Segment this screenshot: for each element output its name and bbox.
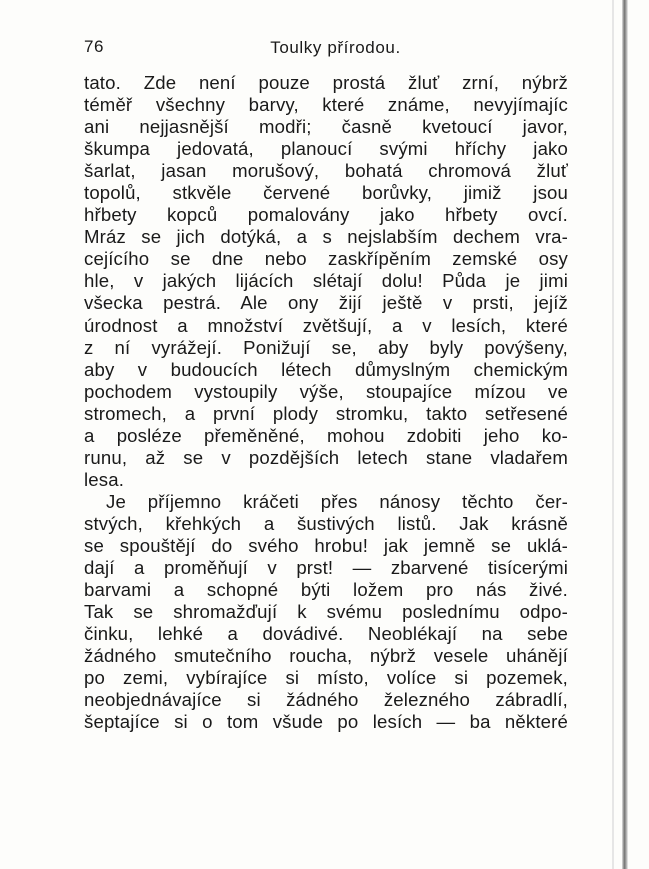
text-line: topolů, stkvěle červené borůvky, jimiž jsou xyxy=(84,182,568,204)
text-line: všecka pestrá. Ale ony žijí ještě v prsti, jejíž xyxy=(84,292,568,314)
text-line: téměř všechny barvy, které známe, nevyjímajíc xyxy=(84,94,568,116)
text-line: po zemi, vybírajíce si místo, volíce si pozemek, xyxy=(84,667,568,689)
text-line: se spouštějí do svého hrobu! jak jemně se uklá- xyxy=(84,534,568,556)
text-line: hle, v jakých lijácích slétají dolu! Půda je jimi xyxy=(84,270,568,292)
text-line: škumpa jedovatá, planoucí svými hříchy jako xyxy=(84,138,568,160)
text-line: aby v budoucích létech důmyslným chemickým xyxy=(84,358,568,380)
page-number: 76 xyxy=(84,37,104,56)
text-line: Tak se shromažďují k svému poslednímu odpo- xyxy=(84,601,568,623)
text-line: dají a proměňují v prst! — zbarvené tisícerými xyxy=(84,557,568,579)
text-line: a posléze přeměněné, mohou zdobiti jeho ko- xyxy=(84,424,568,446)
text-line-paragraph-end: lesa. xyxy=(84,468,125,490)
text-line: pochodem vystoupily výše, stoupajíce mízou ve xyxy=(84,380,568,402)
page-edge-line xyxy=(612,0,614,869)
text-line: šeptajíce si o tom všude po lesích — ba některé xyxy=(84,711,568,733)
text-line-paragraph-start: Je příjemno kráčeti přes nánosy těchto čer- xyxy=(106,490,568,512)
text-line: žádného smutečního roucha, nýbrž vesele uhánějí xyxy=(84,645,568,667)
text-line: Mráz se jich dotýká, a s nejslabším dechem vra- xyxy=(84,226,568,248)
text-line: barvami a schopné býti ložem pro nás živé. xyxy=(84,579,568,601)
text-line: šarlat, jasan morušový, bohatá chromová žluť xyxy=(84,160,568,182)
text-line: stvých, křehkých a šustivých listů. Jak krásně xyxy=(84,512,568,534)
text-line: neobjednávajíce si žádného železného zábradlí, xyxy=(84,689,568,711)
page-edge-shadow xyxy=(622,0,628,869)
text-line: činku, lehké a dovádivé. Neoblékají na sebe xyxy=(84,623,568,645)
text-line: cejícího se dne nebo zaskřípěním zemské osy xyxy=(84,248,568,270)
text-line: tato. Zde není pouze prostá žluť zrní, nýbrž xyxy=(84,72,568,93)
text-line: stromech, a první plody stromku, takto setřesené xyxy=(84,402,568,424)
text-line: runu, až se v pozdějších letech stane vladařem xyxy=(84,446,568,468)
running-title: Toulky přírodou. xyxy=(270,38,401,57)
text-line: úrodnost a množství zvětšují, a v lesích, které xyxy=(84,314,568,336)
text-line: hřbety kopců pomalovány jako hřbety ovcí. xyxy=(84,204,568,226)
text-line: z ní vyrážejí. Ponižují se, aby byly povýšeny, xyxy=(84,336,568,358)
body-text xyxy=(84,72,568,733)
text-line: ani nejjasnější modři; časně kvetoucí javor, xyxy=(84,116,568,138)
